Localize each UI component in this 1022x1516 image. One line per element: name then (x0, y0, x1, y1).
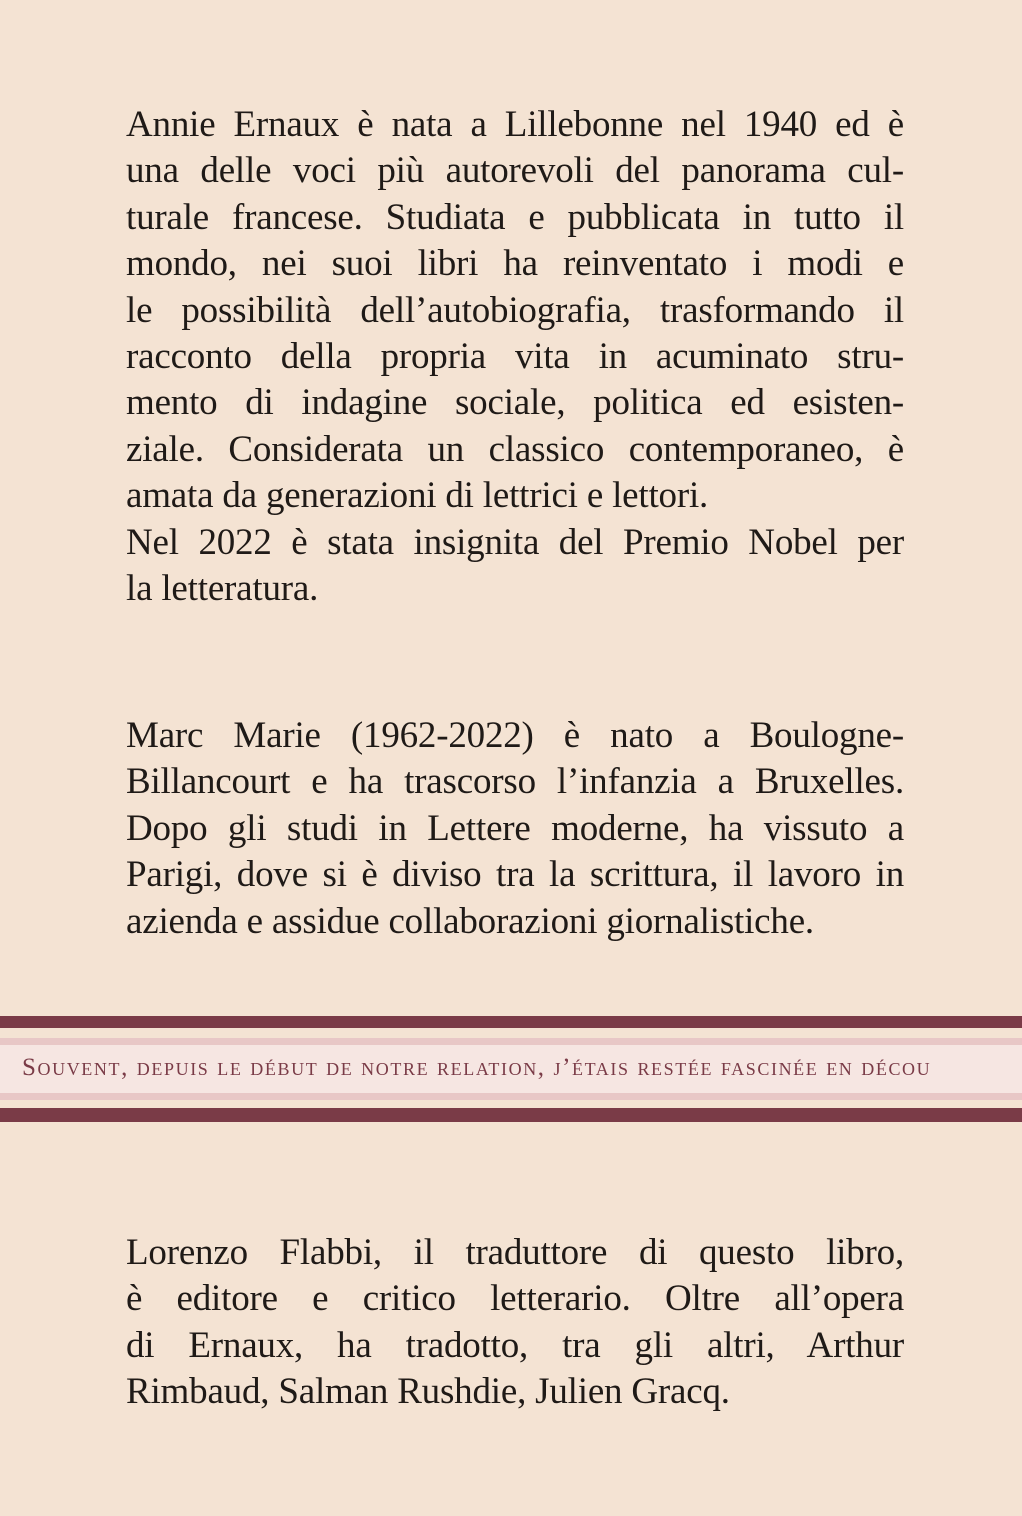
band-stripe-light-top (0, 1038, 1022, 1045)
bio-line: la letteratura. (126, 568, 319, 610)
band-stripe-top (0, 1016, 1022, 1028)
bio-line: Marc Marie (1962-2022) è nato a Boulogne- (126, 715, 904, 756)
bio-line: le possibilità dell’autobiografia, trasformando il (126, 289, 904, 331)
bio-line: Parigi, dove si è diviso tra la scrittura, il lavoro in (126, 854, 904, 896)
band-quote-text: Souvent, depuis le début de notre relation, j’étais restée fascinée en décou (22, 1054, 932, 1081)
band-inner (0, 1045, 1022, 1093)
bio-line: turale francese. Studiata e pubblicata in tutto il (126, 196, 904, 238)
bio-line: è editore e critico letterario. Oltre all’opera (126, 1278, 904, 1320)
bio-line: racconto della propria vita in acuminato stru- (126, 336, 904, 378)
bio-line: Lorenzo Flabbi, il traduttore di questo libro, (126, 1232, 904, 1273)
bio-line: Rimbaud, Salman Rushdie, Julien Gracq. (126, 1371, 730, 1413)
bio-line: mento di indagine sociale, politica ed esisten- (126, 382, 904, 424)
bio-line: amata da generazioni di lettrici e lettori. (126, 475, 709, 517)
bio-line: ziale. Considerata un classico contemporaneo, è (126, 428, 904, 470)
bio-line: mondo, nei suoi libri ha reinventato i modi e (126, 243, 904, 285)
band-stripe-light-bottom (0, 1093, 1022, 1100)
bio-line: di Ernaux, ha tradotto, tra gli altri, Arthur (126, 1324, 904, 1366)
bio-line: Billancourt e ha trascorso l’infanzia a Bruxelles. (126, 761, 904, 803)
bio-line: Dopo gli studi in Lettere moderne, ha vissuto a (126, 807, 904, 849)
author-bio-marc-marie (126, 713, 904, 945)
bio-line: una delle voci più autorevoli del panorama cul- (126, 150, 904, 192)
bio-line: Nel 2022 è stata insignita del Premio Nobel per (126, 521, 904, 563)
band-stripe-bottom (0, 1108, 1022, 1122)
author-bio-annie-ernaux (126, 102, 904, 612)
translator-bio-lorenzo-flabbi (126, 1230, 904, 1416)
quote-band (0, 1016, 1022, 1122)
bio-line: Annie Ernaux è nata a Lillebonne nel 1940 ed è (126, 104, 904, 145)
bio-line: azienda e assidue collaborazioni giornalistiche. (126, 900, 814, 942)
